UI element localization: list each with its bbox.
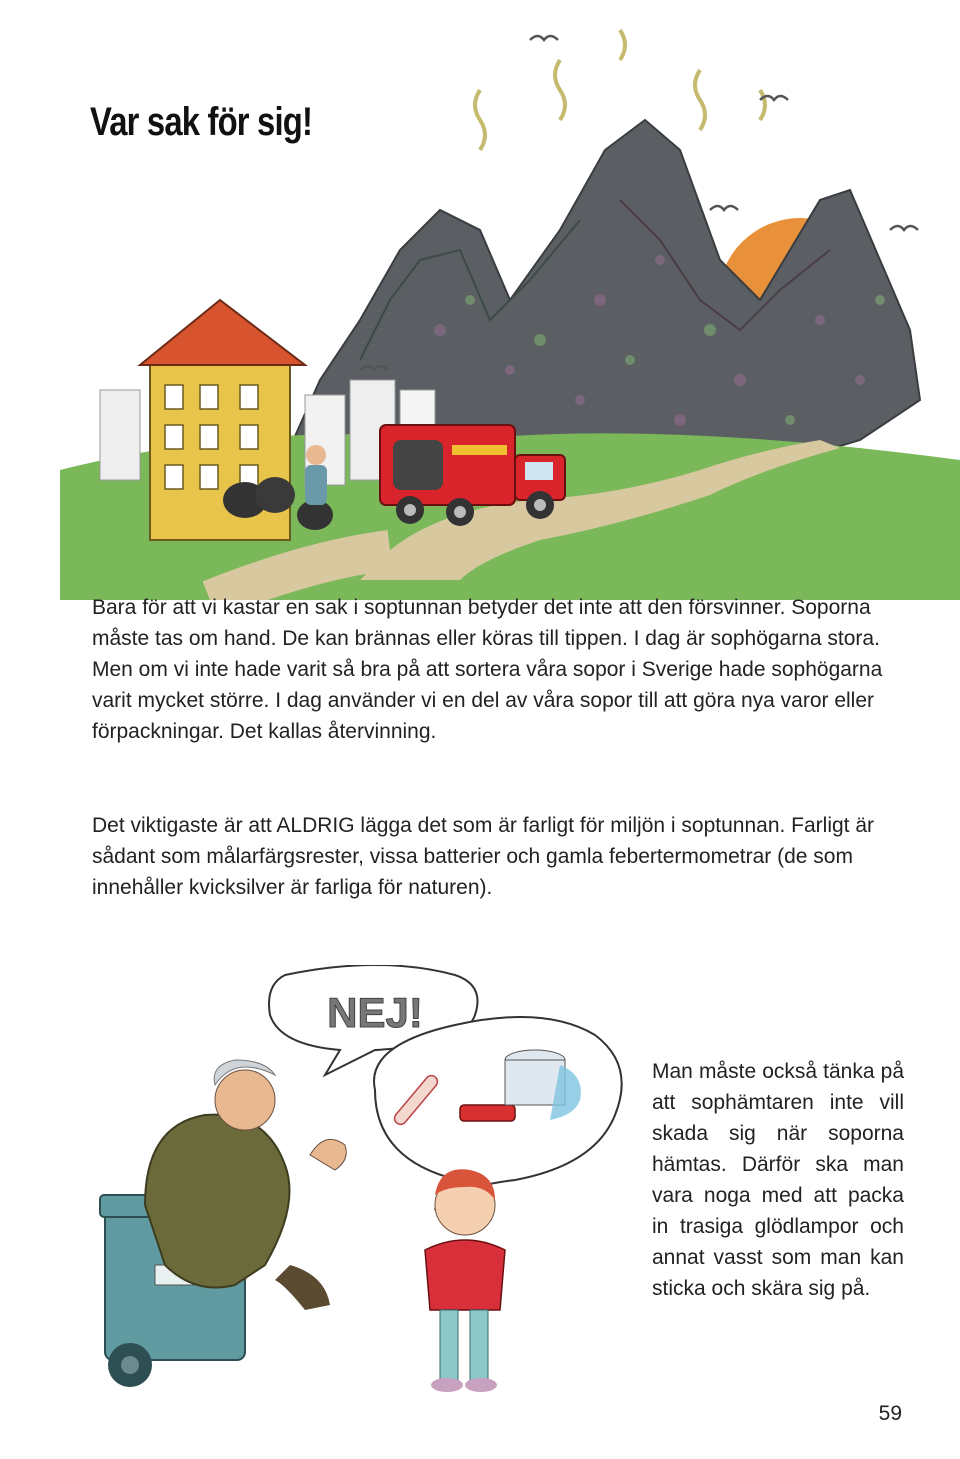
trash-bin-illustration: [75, 965, 650, 1405]
garbage-bag: [255, 477, 295, 513]
bird-icon: [710, 206, 738, 210]
garbage-dump-illustration: [60, 0, 960, 600]
speech-bubble-text: NEJ!: [327, 989, 423, 1036]
page-title: Var sak för sig!: [90, 100, 313, 144]
side-paragraph: Man måste också tänka på att sophämtaren inte vill skada sig när soporna hämtas. Därför ska man vara noga med att packa in trasiga glödlampor och annat vasst som man kan sticka och skära sig på.: [652, 1060, 904, 1300]
page-number: 59: [878, 1402, 902, 1425]
old-man: [145, 1115, 290, 1288]
intro-paragraph: Bara för att vi kastar en sak i soptunnan betyder det inte att den försvinner. Soporna måste tas om hand. De kan brännas eller köras till tippen. I dag är sophögarna stora. Men om vi inte hade varit så bra på att sortera våra sopor i Sverige hade sophögarna varit mycket större. I dag använder vi en del av våra sopor till att göra nya varor eller förpackningar. Det kallas återvinning.: [92, 596, 883, 743]
warning-paragraph: Det viktigaste är att ALDRIG lägga det som är farligt för miljön i soptunnan. Farligt är sådant som målarfärgsrester, vissa batterier och gamla febertermometrar (de som innehåller kvicksilver är farliga för naturen).: [92, 814, 875, 899]
garbage-worker: [305, 465, 327, 505]
bird-icon: [890, 226, 918, 230]
battery-icon: [460, 1105, 515, 1121]
bird-icon: [530, 36, 558, 40]
